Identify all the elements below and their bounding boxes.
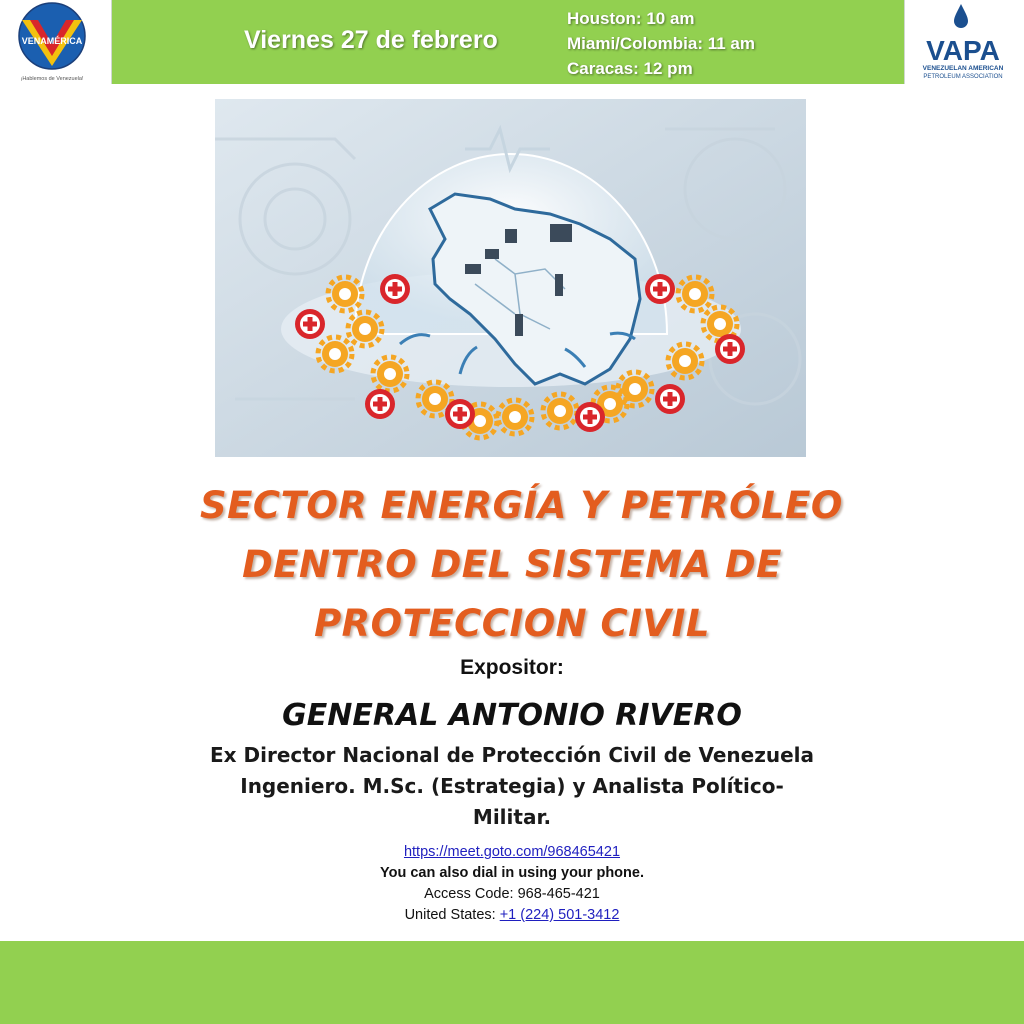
- access-code: Access Code: 968-465-421: [424, 886, 600, 902]
- us-phone-link[interactable]: +1 (224) 501-3412: [499, 907, 620, 923]
- meeting-link[interactable]: https://meet.goto.com/968465421: [403, 844, 621, 860]
- oil-drop-icon: [954, 4, 968, 28]
- vapa-line2: PETROLEUM ASSOCIATION: [923, 74, 1003, 80]
- title-line-3: PROTECCION CIVIL: [314, 602, 710, 645]
- title-line-2: DENTRO DEL SISTEMA DE: [242, 543, 782, 586]
- event-title: [200, 476, 843, 653]
- event-times: [567, 6, 755, 81]
- header-band: [112, 0, 904, 84]
- venamerica-tagline: ¡Hablemos de Venezuela!: [20, 76, 84, 82]
- meeting-info: [0, 842, 1024, 926]
- dial-in-text: You can also dial in using your phone.: [380, 865, 644, 881]
- us-phone-row: [0, 905, 1024, 926]
- expositor-label: Expositor:: [460, 656, 564, 679]
- vapa-logo-text: VAPA: [926, 35, 1000, 66]
- time-caracas: Caracas: 12 pm: [567, 59, 693, 78]
- speaker-name: GENERAL ANTONIO RIVERO: [282, 698, 742, 733]
- venamerica-logo: [0, 0, 112, 84]
- event-date: Viernes 27 de febrero: [244, 26, 498, 54]
- title-line-1: SECTOR ENERGÍA Y PETRÓLEO: [200, 484, 843, 527]
- hero-illustration: [215, 99, 806, 457]
- bio-line-2: Ingeniero. M.Sc. (Estrategia) y Analista Político-: [240, 774, 784, 798]
- header: [0, 0, 1024, 84]
- footer-band: [0, 941, 1024, 1024]
- time-miami: Miami/Colombia: 11 am: [567, 34, 755, 53]
- us-phone-label: United States:: [404, 907, 500, 923]
- speaker-bio: [200, 740, 824, 833]
- time-houston: Houston: 10 am: [567, 9, 695, 28]
- vapa-line1: VENEZUELAN AMERICAN: [922, 65, 1004, 72]
- venamerica-logo-text: VENAMÉRICA: [21, 36, 83, 46]
- vapa-logo: [904, 0, 1024, 84]
- bio-line-3: Militar.: [472, 805, 552, 829]
- bio-line-1: Ex Director Nacional de Protección Civil de Venezuela: [209, 743, 814, 767]
